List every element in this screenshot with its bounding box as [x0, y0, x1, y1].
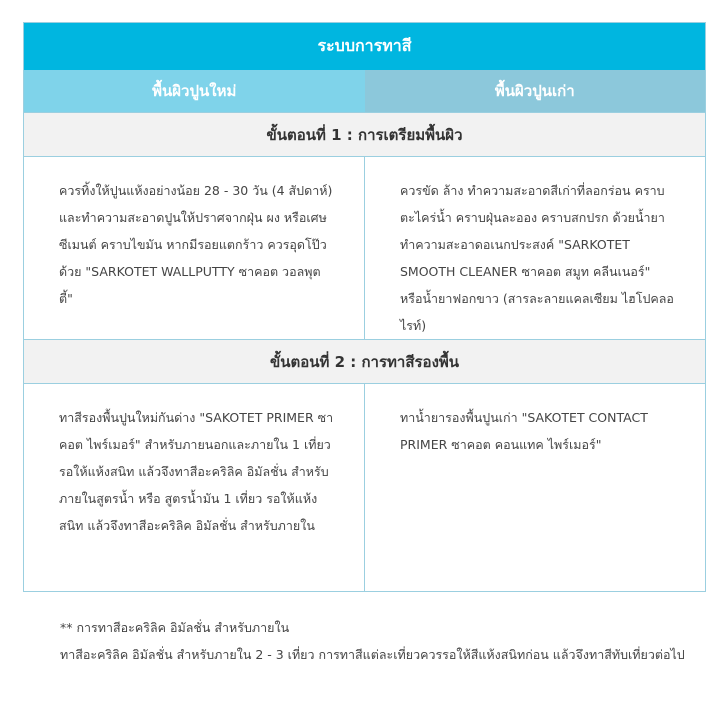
footnote — [60, 614, 700, 668]
step-2-old-plaster-text: ทาน้ำยารองพื้นปูนเก่า "SAKOTET CONTACT PRIMER ซาคอต คอนแทค ไพร์เมอร์" — [400, 410, 648, 452]
column-header-old-plaster: พื้นผิวปูนเก่า — [365, 70, 706, 112]
step-2-heading: ขั้นตอนที่ 2 : การทาสีรองพื้น — [24, 339, 705, 384]
step-1-new-plaster-text: ควรทิ้งให้ปูนแห้งอย่างน้อย 28 - 30 วัน (4 สัปดาห์) และทำความสะอาดปูนให้ปราศจากฝุ่น ผง หรือเศษซีเมนต์ คราบไขมัน หากมีรอยแตกร้าว ควรอุดโป๊ว ด้วย "SARKOTET WALLPUTTY ซาคอต วอลพุตตี้" — [24, 157, 365, 339]
column-header-new-plaster: พื้นผิวปูนใหม่ — [24, 70, 365, 112]
footnote-title: ** การทาสีอะคริลิค อิมัลชั่น สำหรับภายใน — [60, 620, 290, 635]
column-header-row — [24, 70, 705, 112]
step-2-row — [24, 384, 705, 591]
step-1-old-plaster-text: ควรขัด ล้าง ทำความสะอาดสีเก่าที่ลอกร่อน คราบตะไคร่น้ำ คราบฝุ่นละออง คราบสกปรก ด้วยน้ำยาทำความสะอาดอเนกประสงค์ "SARKOTET SMOOTH CLEANER ซาคอต สมูท คลีนเนอร์" หรือน้ำยาฟอกขาว (สารละลายแคลเซียม ไฮโปคลอไรท์) — [400, 183, 674, 333]
table-title: ระบบการทาสี — [24, 23, 705, 70]
painting-system-table — [23, 22, 706, 592]
footnote-body: ทาสีอะคริลิค อิมัลชั่น สำหรับภายใน 2 - 3 เที่ยว การทาสีแต่ละเที่ยวควรรอให้สีแห้งสนิทก่อน แล้วจึงทาสีทับเที่ยวต่อไป — [60, 647, 685, 662]
step-1-heading: ขั้นตอนที่ 1 : การเตรียมพื้นผิว — [24, 112, 705, 157]
step-1-row — [24, 157, 705, 339]
step-2-new-plaster-text: ทาสีรองพื้นปูนใหม่กันด่าง "SAKOTET PRIMER ซาคอต ไพร์เมอร์" สำหรับภายนอกและภายใน 1 เที่ยว รอให้แห้งสนิท แล้วจึงทาสีอะคริลิค อิมัลชั่น สำหรับภายในสูตรน้ำ หรือ สูตรน้ำมัน 1 เที่ยว รอให้แห้งสนิท แล้วจึงทาสีอะคริลิค อิมัลชั่น สำหรับภายใน — [24, 384, 365, 591]
